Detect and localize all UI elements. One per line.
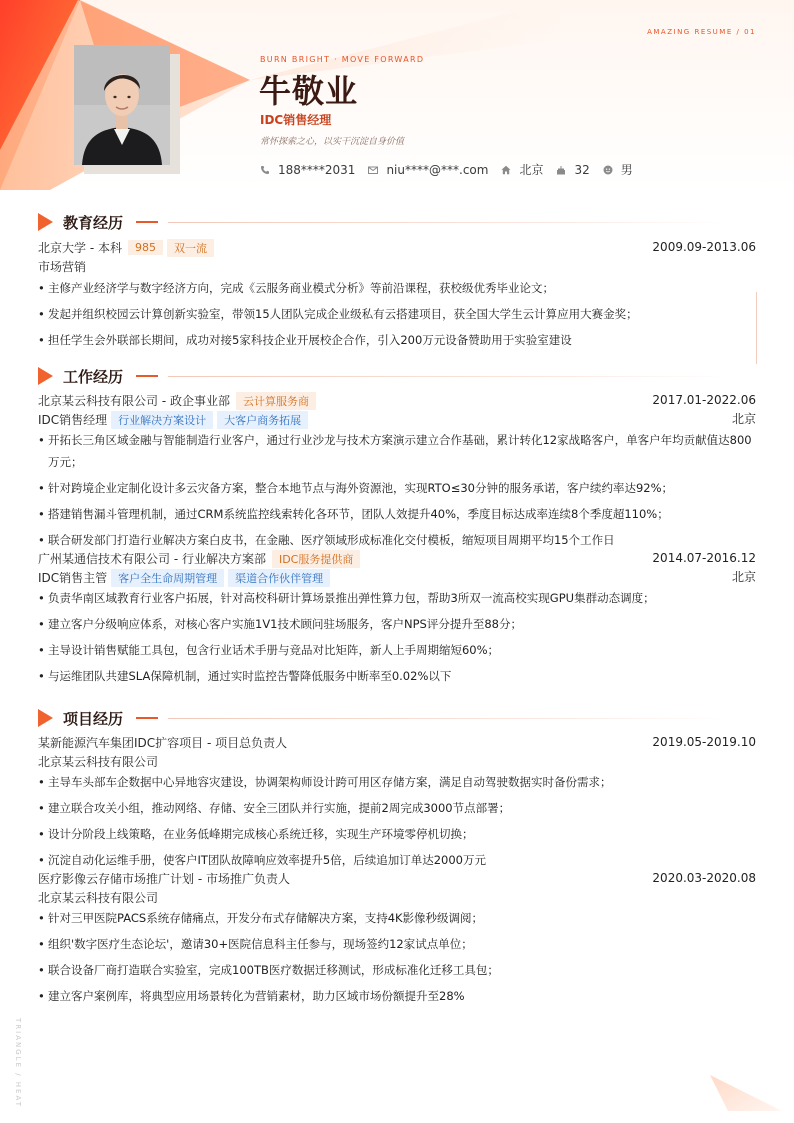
contact-age-text: 32 <box>574 162 590 177</box>
section-dash <box>136 717 158 719</box>
project-org: 北京某云科技有限公司 <box>38 891 159 905</box>
position-tag: 行业解决方案设计 <box>111 411 213 429</box>
job-position: IDC销售主管 <box>38 571 108 585</box>
project-date: 2019.05-2019.10 <box>652 735 756 749</box>
project-name: 医疗影像云存储市场推广计划 - 市场推广负责人 <box>38 872 290 886</box>
corner-decoration <box>704 1063 794 1123</box>
position-tag: 大客户商务拓展 <box>217 411 308 429</box>
education-section <box>38 212 756 355</box>
education-title: 教育经历 <box>63 214 124 232</box>
school-tag: 双一流 <box>167 239 214 257</box>
contact-phone <box>260 163 355 177</box>
list-item: • 开拓长三角区域金融与智能制造行业客户，通过行业沙龙与技术方案演示建立合作基础，累计转化12家战略客户，单客户年均贡献值达800万元； <box>38 429 756 473</box>
list-item: • 组织'数字医疗生态论坛'，邀请30+医院信息科主任参与，现场签约12家试点单位； <box>38 933 756 955</box>
project-header <box>38 869 756 888</box>
list-item: • 主导车头部车企数据中心异地容灾建设，协调架构师设计跨可用区存储方案，满足自动驾驶数据实时备份需求； <box>38 771 756 793</box>
list-item: • 联合研发部门打造行业解决方案白皮书，在金融、医疗领域形成标准化交付模板，缩短项目周期平均15个工作日 <box>38 529 756 551</box>
project-date: 2020.03-2020.08 <box>652 871 756 885</box>
section-dash <box>136 375 158 377</box>
section-divider <box>168 718 728 719</box>
job-location: 北京 <box>731 412 756 426</box>
list-item: • 沉淀自动化运维手册，使客户IT团队故障响应效率提升5倍，后续追加订单达2000万元 <box>38 849 756 871</box>
contact-city-text: 北京 <box>519 163 544 177</box>
list-item: • 设计分阶段上线策略，在业务低峰期完成核心系统迁移，实现生产环境零停机切换； <box>38 823 756 845</box>
contact-age <box>556 163 589 177</box>
list-item: • 建立客户案例库，将典型应用场景转化为营销素材，助力区域市场份额提升至28% <box>38 985 756 1007</box>
triangle-icon <box>38 213 53 231</box>
job-header <box>38 549 756 568</box>
job-bullets <box>38 429 756 551</box>
company-tag: 云计算服务商 <box>236 392 316 410</box>
home-icon <box>501 165 511 175</box>
personal-motto: 常怀探索之心，以实干沉淀自身价值 <box>260 137 405 147</box>
project-name: 某新能源汽车集团IDC扩容项目 - 项目总负责人 <box>38 736 288 750</box>
work-title: 工作经历 <box>63 368 124 386</box>
job-header <box>38 391 756 410</box>
list-item: • 主修产业经济学与数字经济方向，完成《云服务商业模式分析》等前沿课程，获校级优秀毕业论文； <box>38 277 756 299</box>
list-item: • 负责华南区域教育行业客户拓展，针对高校科研计算场景推出弹性算力包，帮助3所双一流高校实现GPU集群动态调度； <box>38 587 756 609</box>
cake-icon <box>556 165 566 175</box>
person-icon <box>603 165 613 175</box>
job-location: 北京 <box>731 570 756 584</box>
section-dash <box>136 221 158 223</box>
mail-icon <box>368 165 378 175</box>
project-org-row <box>38 752 756 771</box>
side-caption: TRIANGLE / HEAT <box>14 1018 22 1108</box>
company-name: 北京某云科技有限公司 - 政企事业部 <box>38 394 230 408</box>
candidate-name: 牛敬业 <box>259 72 359 110</box>
job-position: IDC销售经理 <box>38 413 108 427</box>
target-role: IDC销售经理 <box>260 113 332 127</box>
education-bullets <box>38 277 756 351</box>
project-bullets <box>38 771 756 871</box>
list-item: • 建立客户分级响应体系，对核心客户实施1V1技术顾问驻场服务，客户NPS评分提升至88分； <box>38 613 756 635</box>
job-bullets <box>38 587 756 687</box>
contact-phone-text: 188****2031 <box>278 162 356 177</box>
project-org: 北京某云科技有限公司 <box>38 755 159 769</box>
education-date: 2009.09-2013.06 <box>652 240 756 254</box>
list-item: • 与运维团队共建SLA保障机制，通过实时监控告警降低服务中断率至0.02%以下 <box>38 665 756 687</box>
triangle-icon <box>38 367 53 385</box>
contact-info <box>260 161 646 178</box>
list-item: • 主导设计销售赋能工具包，包含行业话术手册与竞品对比矩阵，新人上手周期缩短60%； <box>38 639 756 661</box>
job-date: 2014.07-2016.12 <box>652 551 756 565</box>
contact-gender-text: 男 <box>620 163 633 177</box>
projects-title: 项目经历 <box>63 710 124 728</box>
projects-heading <box>38 708 756 728</box>
contact-city <box>501 161 543 178</box>
major-row <box>38 257 756 276</box>
avatar <box>74 45 170 165</box>
section-divider <box>168 376 728 377</box>
job-position-row <box>38 568 756 587</box>
work-section <box>38 366 756 691</box>
major: 市场营销 <box>38 260 87 274</box>
project-org-row <box>38 888 756 907</box>
education-heading <box>38 212 756 232</box>
projects-section <box>38 708 756 1011</box>
phone-icon <box>260 165 270 175</box>
list-item: • 联合设备厂商打造联合实验室，完成100TB医疗数据迁移测试，形成标准化迁移工具包； <box>38 959 756 981</box>
job-position-row <box>38 410 756 429</box>
list-item: • 发起并组织校园云计算创新实验室，带领15人团队完成企业级私有云搭建项目，获全国大学生云计算应用大赛金奖； <box>38 303 756 325</box>
list-item: • 建立联合攻关小组，推动网络、存储、安全三团队并行实施，提前2周完成3000节点部署； <box>38 797 756 819</box>
list-item: • 担任学生会外联部长期间，成功对接5家科技企业开展校企合作，引入200万元设备赞助用于实验室建设 <box>38 329 756 351</box>
job-date: 2017.01-2022.06 <box>652 393 756 407</box>
project-bullets <box>38 907 756 1007</box>
header-tagline: BURN BRIGHT · MOVE FORWARD <box>260 55 425 64</box>
position-tag: 渠道合作伙伴管理 <box>228 569 330 587</box>
list-item: • 搭建销售漏斗管理机制，通过CRM系统监控线索转化各环节，团队人效提升40%，季度目标达成率连续8个季度超110%； <box>38 503 756 525</box>
education-row <box>38 238 756 257</box>
decorative-rule <box>756 292 757 364</box>
school-tag: 985 <box>128 240 163 255</box>
list-item: • 针对三甲医院PACS系统存储痛点，开发分布式存储解决方案，支持4K影像秒级调阅； <box>38 907 756 929</box>
list-item: • 针对跨境企业定制化设计多云灾备方案，整合本地节点与海外资源池，实现RTO≤30分钟的服务承诺，客户续约率达92%； <box>38 477 756 499</box>
position-tag: 客户全生命周期管理 <box>111 569 224 587</box>
company-name: 广州某通信技术有限公司 - 行业解决方案部 <box>38 552 266 566</box>
contact-email-text: niu****@***.com <box>386 162 489 177</box>
project-header <box>38 733 756 752</box>
work-heading <box>38 366 756 386</box>
resume-page-tag: AMAZING RESUME / 01 <box>647 28 756 36</box>
triangle-icon <box>38 709 53 727</box>
school-name: 北京大学 - 本科 <box>38 241 122 255</box>
section-divider <box>168 222 728 223</box>
company-tag: IDC服务提供商 <box>272 550 360 568</box>
contact-gender <box>603 161 633 178</box>
contact-email <box>368 163 488 177</box>
